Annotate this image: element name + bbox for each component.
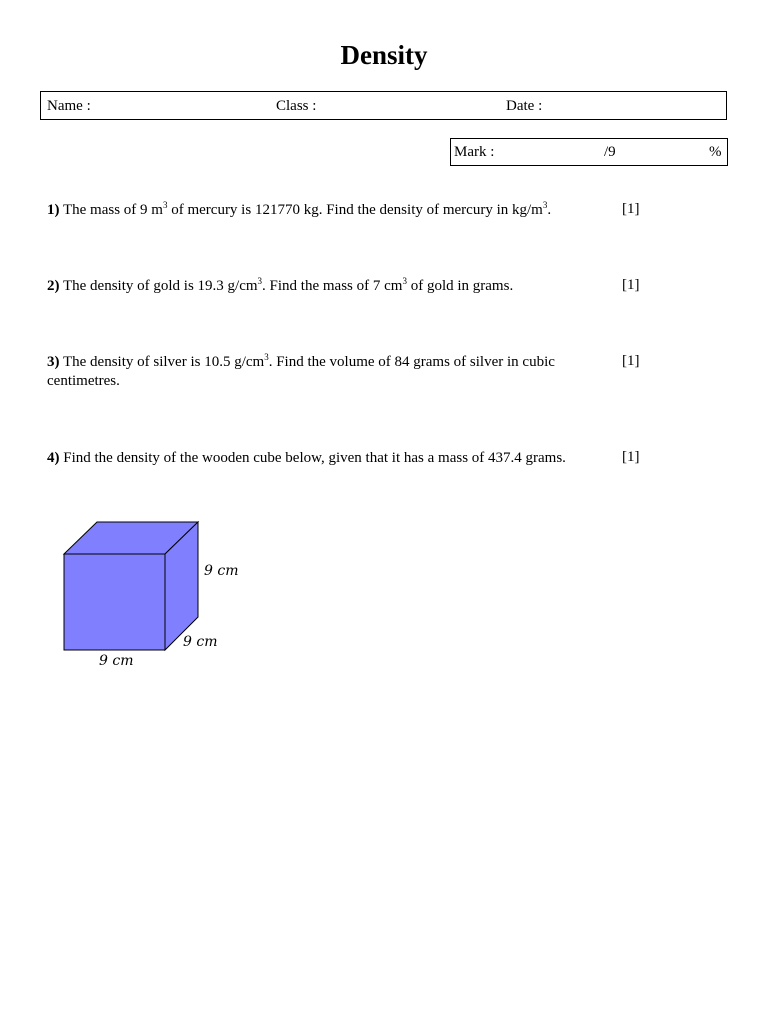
question-text: of gold in grams. <box>406 278 514 294</box>
mark-label: Mark : <box>454 144 495 160</box>
question-text: of mercury is 121770 kg. Find the density of mercury in kg/m <box>167 202 543 218</box>
question-2-marks: [1] <box>622 277 640 293</box>
superscript: 3 <box>542 200 548 210</box>
mark-percent: % <box>709 144 722 160</box>
question-text: . <box>547 202 552 218</box>
worksheet-title: Density <box>340 40 428 70</box>
question-text: The density of silver is 10.5 g/cm <box>62 354 265 370</box>
name-field-label[interactable]: Name : <box>47 98 91 114</box>
cube-front-face <box>64 554 165 650</box>
mark-total: /9 <box>604 144 616 160</box>
question-text: Find the density of the wooden cube below, given that it has a mass of 437.4 grams. <box>63 450 566 466</box>
class-field-label[interactable]: Class : <box>276 98 317 114</box>
question-number: 4) <box>47 450 60 466</box>
question-text: . Find the volume of 84 grams of silver in cubic centimetres. <box>47 354 555 389</box>
question-1-marks: [1] <box>622 201 640 217</box>
question-text: The density of gold is 19.3 g/cm <box>62 278 258 294</box>
date-field-label[interactable]: Date : <box>506 98 543 114</box>
question-number: 3) <box>47 354 60 370</box>
question-number: 1) <box>47 202 60 218</box>
question-text: . Find the mass of 7 cm <box>262 278 403 294</box>
question-number: 2) <box>47 278 60 294</box>
question-3-marks: [1] <box>622 353 640 369</box>
question-4-marks: [1] <box>622 449 640 465</box>
superscript: 3 <box>264 352 269 362</box>
cube-height-label: 9 cm <box>204 563 239 579</box>
superscript: 3 <box>162 200 168 210</box>
superscript: 3 <box>257 276 263 286</box>
question-text: The mass of 9 m <box>62 202 163 218</box>
superscript: 3 <box>402 276 407 286</box>
cube-width-label: 9 cm <box>99 653 134 669</box>
cube-depth-label: 9 cm <box>183 634 218 650</box>
